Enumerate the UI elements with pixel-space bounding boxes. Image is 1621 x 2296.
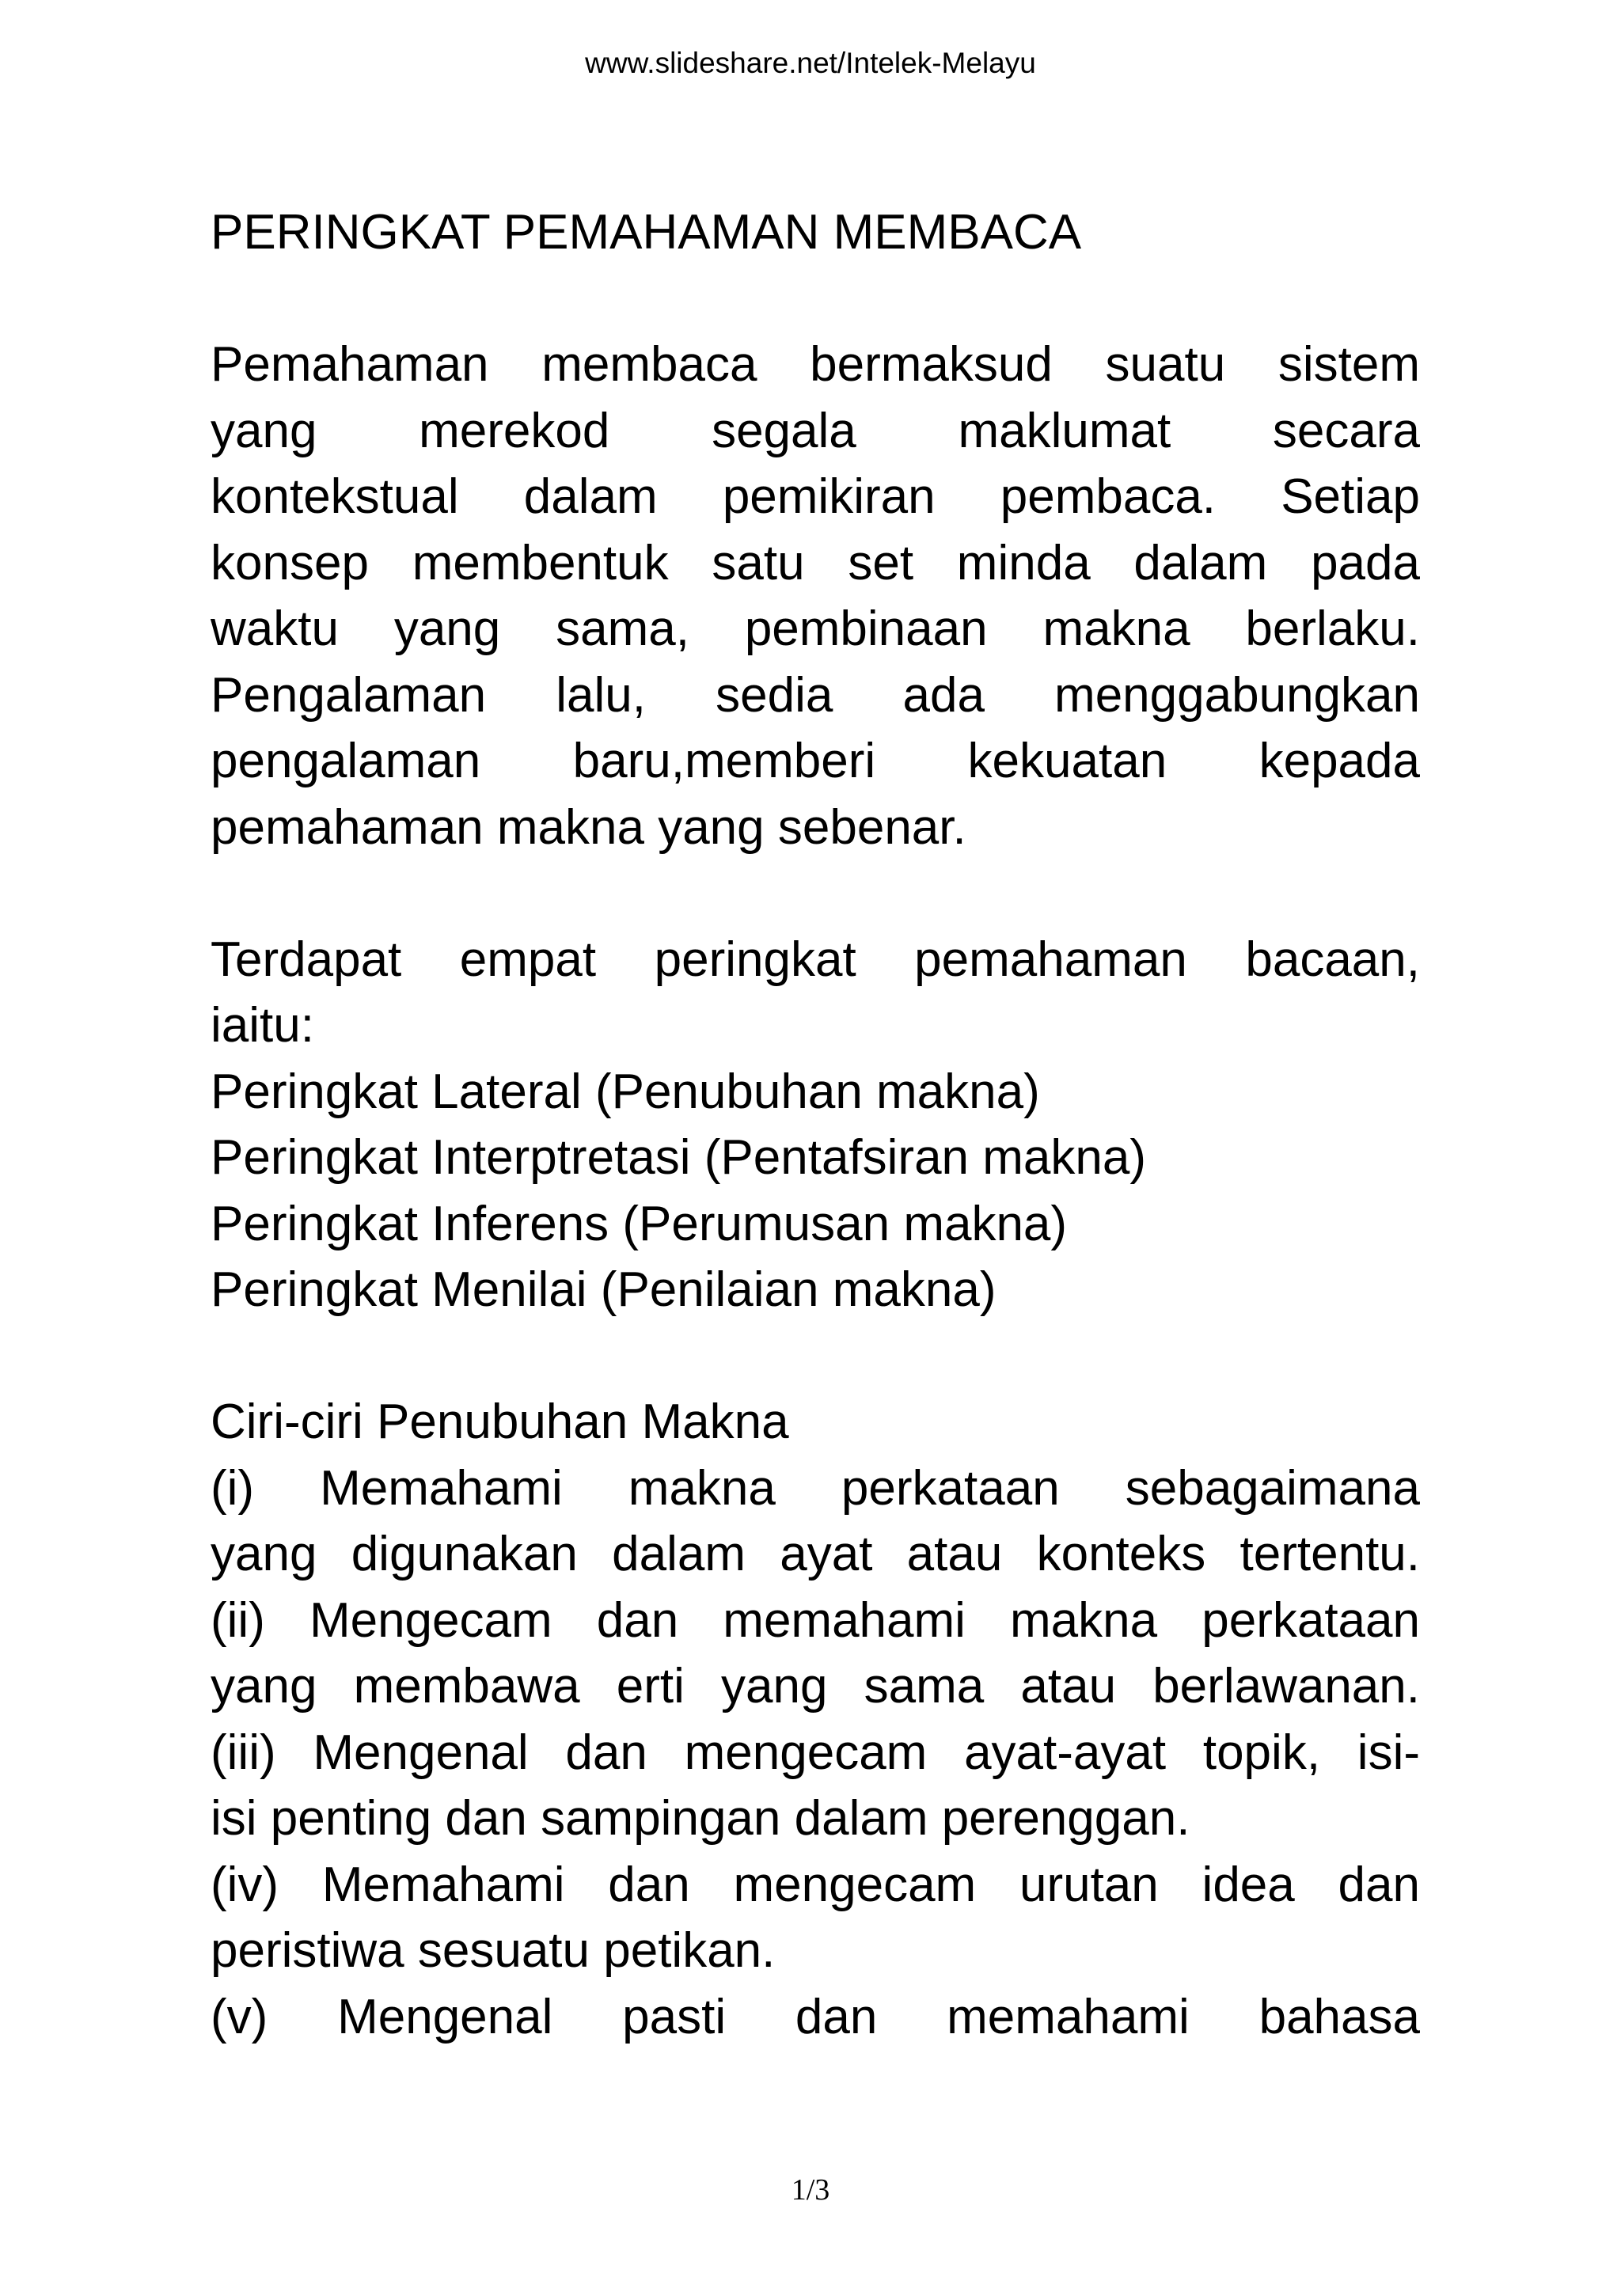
list-item: Peringkat Interptretasi (Pentafsiran makna) (211, 1130, 1146, 1185)
paragraph-line: iaitu: (211, 998, 314, 1053)
criteria-line: yang digunakan dalam ayat atau konteks tertentu. (211, 1527, 1420, 1581)
paragraph-line: kontekstual dalam pemikiran pembaca. Setiap (211, 469, 1420, 524)
criteria-line: isi penting dan sampingan dalam perenggan. (211, 1791, 1190, 1846)
criteria-line: peristiwa sesuatu petikan. (211, 1923, 776, 1978)
paragraph-line: Pengalaman lalu, sedia ada menggabungkan (211, 667, 1420, 723)
paragraph-line: waktu yang sama, pembinaan makna berlaku. (211, 602, 1420, 656)
paragraph-line: Terdapat empat peringkat pemahaman bacaan, (211, 932, 1420, 987)
criteria-line: (ii) Mengecam dan memahami makna perkataan (211, 1592, 1420, 1648)
criteria-line: yang membawa erti yang sama atau berlawanan. (211, 1659, 1420, 1713)
criteria-line: (v) Mengenal pasti dan memahami bahasa (211, 1989, 1420, 2044)
paragraph-line: yang merekod segala maklumat secara (211, 403, 1420, 458)
spacer (211, 266, 1420, 332)
list-item: Peringkat Inferens (Perumusan makna) (211, 1196, 1068, 1251)
paragraph-line: Pemahaman membaca bermaksud suatu sistem (211, 337, 1420, 392)
paragraph-line: pemahaman makna yang sebenar. (211, 799, 966, 855)
paragraph-line: pengalaman baru,memberi kekuatan kepada (211, 734, 1420, 788)
document-title: PERINGKAT PEMAHAMAN MEMBACA (211, 205, 1082, 260)
criteria-line: (iii) Mengenal dan mengecam ayat-ayat topik, isi- (211, 1725, 1420, 1780)
paragraph-line: konsep membentuk satu set minda dalam pada (211, 535, 1420, 590)
criteria-line: (i) Memahami makna perkataan sebagaimana (211, 1460, 1420, 1516)
criteria-list (211, 1455, 1420, 2051)
document-body (211, 199, 1420, 2050)
site-url-header: www.slideshare.net/Intelek-Melayu (585, 47, 1036, 79)
list-item: Peringkat Lateral (Penubuhan makna) (211, 1064, 1040, 1119)
levels-list (211, 1059, 1420, 1323)
spacer (211, 860, 1420, 927)
section-heading: Ciri-ciri Penubuhan Makna (211, 1395, 789, 1449)
spacer (211, 1323, 1420, 1390)
criteria-line: (iv) Memahami dan mengecam urutan idea dan (211, 1857, 1420, 1912)
list-item: Peringkat Menilai (Penilaian makna) (211, 1262, 997, 1317)
page-number: 1/3 (791, 2173, 830, 2207)
definition-paragraph (211, 332, 1420, 860)
intro-paragraph (211, 927, 1420, 1059)
